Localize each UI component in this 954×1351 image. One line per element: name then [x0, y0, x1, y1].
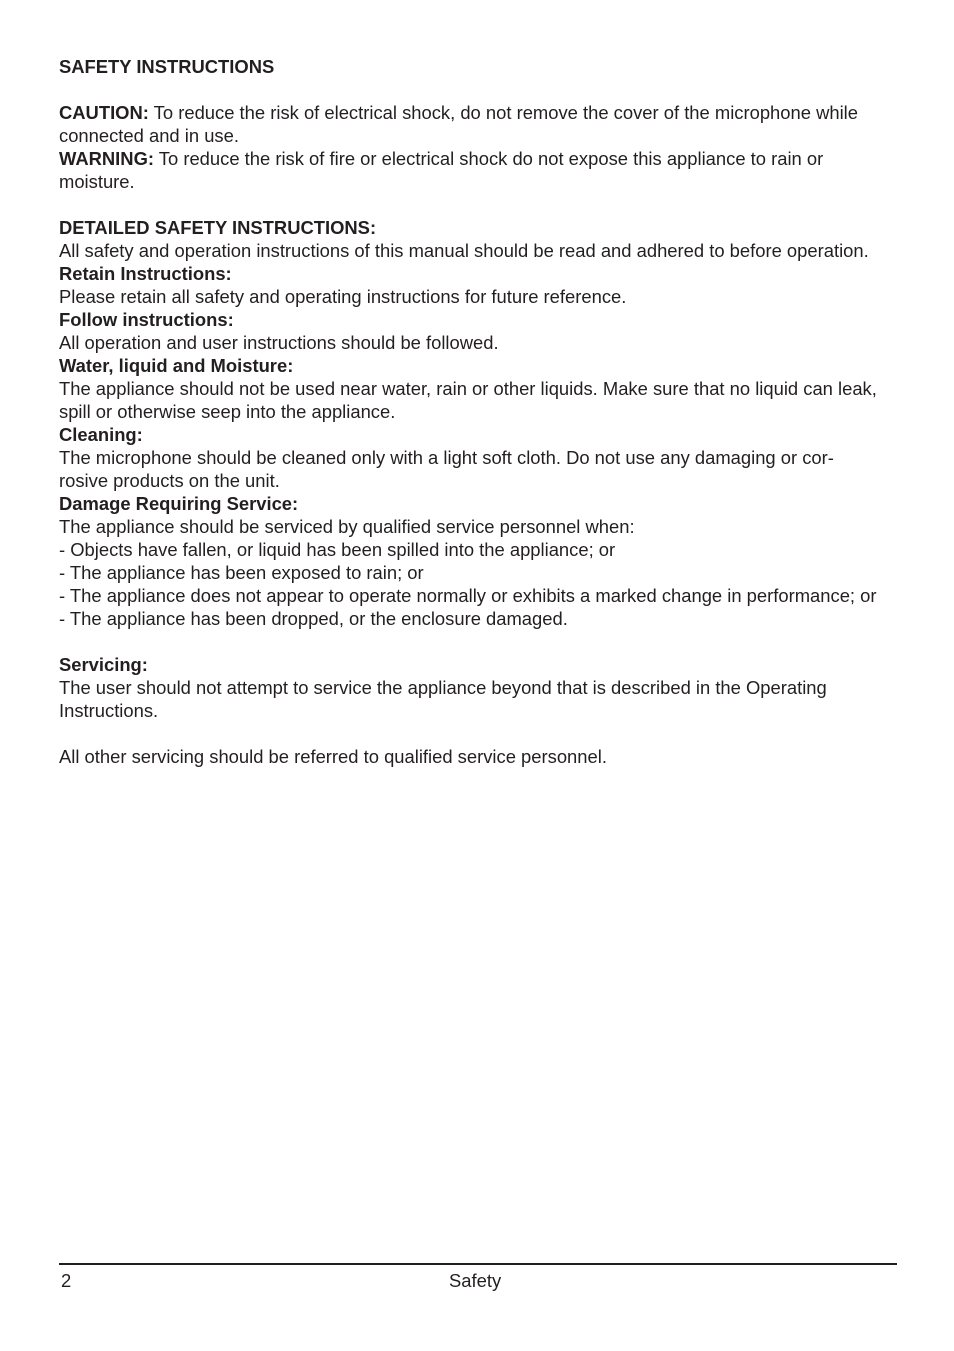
retain-heading: Retain Instructions:: [59, 263, 232, 284]
warning-paragraph: [59, 147, 895, 193]
detailed-heading: DETAILED SAFETY INSTRUCTIONS:: [59, 217, 377, 238]
damage-list-item: - Objects have fallen, or liquid has been spilled into the appliance; or: [59, 539, 616, 560]
cleaning-heading: Cleaning:: [59, 424, 143, 445]
retain-text: Please retain all safety and operating instructions for future reference.: [59, 286, 627, 307]
spacer: [59, 193, 895, 216]
cleaning-text-line-1: The microphone should be cleaned only with a light soft cloth. Do not use any damaging or cor-: [59, 447, 834, 468]
spacer: [59, 78, 895, 101]
spacer: [59, 722, 895, 745]
page-number: 2: [61, 1270, 72, 1291]
damage-list-item: - The appliance has been dropped, or the enclosure damaged.: [59, 608, 568, 629]
caution-text: To reduce the risk of electrical shock, do not remove the cover of the microphone while connected and in use.: [59, 102, 858, 146]
caution-label: CAUTION:: [59, 102, 149, 123]
servicing-heading: Servicing:: [59, 654, 148, 675]
warning-text: To reduce the risk of fire or electrical shock do not expose this appliance to rain or moisture.: [59, 148, 824, 192]
follow-heading: Follow instructions:: [59, 309, 234, 330]
page-title: SAFETY INSTRUCTIONS: [59, 56, 275, 77]
damage-list-item: - The appliance does not appear to operate normally or exhibits a marked change in performance; or: [59, 585, 877, 606]
warning-label: WARNING:: [59, 148, 155, 169]
damage-heading: Damage Requiring Service:: [59, 493, 299, 514]
cleaning-text-line-2: rosive products on the unit.: [59, 470, 280, 491]
servicing-closing: All other servicing should be referred to qualified service personnel.: [59, 746, 607, 767]
water-heading: Water, liquid and Moisture:: [59, 355, 294, 376]
follow-text: All operation and user instructions should be followed.: [59, 332, 499, 353]
footer-divider: [59, 1263, 897, 1265]
footer-section-title: Safety: [449, 1270, 502, 1291]
damage-list-item: - The appliance has been exposed to rain; or: [59, 562, 424, 583]
damage-intro: The appliance should be serviced by qualified service personnel when:: [59, 516, 635, 537]
detailed-intro: All safety and operation instructions of this manual should be read and adhered to before operation.: [59, 240, 869, 261]
caution-paragraph: [59, 101, 895, 147]
servicing-text: The user should not attempt to service the appliance beyond that is described in the Operating Instructions.: [59, 677, 827, 721]
water-text: The appliance should not be used near water, rain or other liquids. Make sure that no liquid can leak, spill or otherwise seep into the appliance.: [59, 378, 877, 422]
spacer: [59, 630, 895, 653]
document-body: [59, 55, 895, 768]
